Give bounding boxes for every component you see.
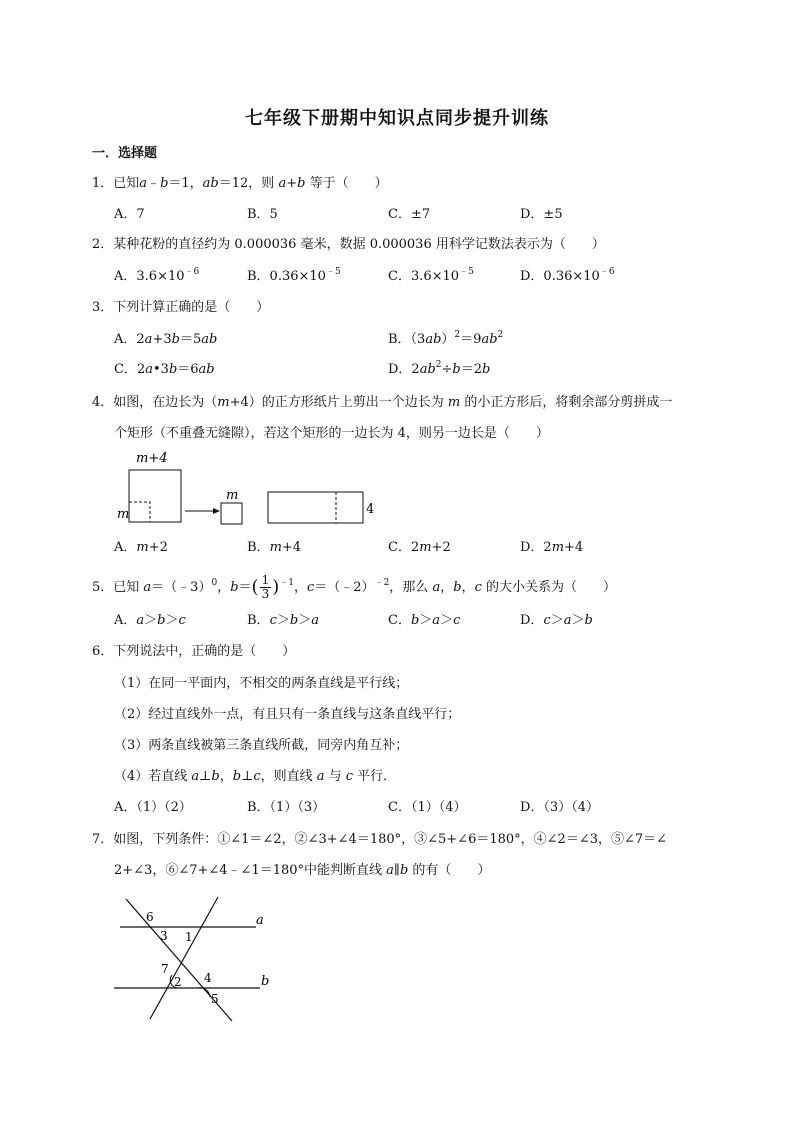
q3-option-d: D．$2ab^2\div b=2b$ xyxy=(388,360,491,377)
q7-label-2: 2 xyxy=(174,975,182,989)
q7-label-6: 6 xyxy=(146,910,154,924)
q6-statement-2: （2）经过直线外一点，有且只有一条直线与这条直线平行； xyxy=(114,707,461,722)
q4-cut-lines xyxy=(129,502,150,522)
q7-stem-line1: 7．如图，下列条件：①∠1＝∠2，②∠3+∠4＝180°，③∠5+∠6＝180°，④∠2＝∠3，⑤∠7＝∠ xyxy=(92,832,668,847)
q5-option-b: B．c＞b＞a xyxy=(247,613,319,628)
q2-option-d: D．$0.36\times 10^{﹣6}$ xyxy=(520,267,615,284)
q6-stem: 6．下列说法中，正确的是（ ） xyxy=(92,644,296,659)
q6-option-c: C．（1）（4） xyxy=(388,800,467,815)
q7-label-a: a xyxy=(256,913,264,928)
q5-stem: 5．已知 a＝（﹣3）$^0$，b＝( $\frac{1}{3}$ )$^{﹣1}$，c＝（﹣2）$^{﹣2}$，那么 a，b，c 的大小关系为（ ） xyxy=(92,573,616,601)
q2-stem: 2．某种花粉的直径约为 0.000036 毫米，数据 0.000036 用科学记数法表示为（ ） xyxy=(92,237,605,252)
q1-stem: 1．已知a﹣b＝1，ab＝12，则 a+b 等于（ ） xyxy=(92,176,388,191)
q2-option-c: C．$3.6\times 10^{﹣5}$ xyxy=(388,267,474,284)
q7-stem-line2: 2+∠3，⑥∠7+∠4﹣∠1＝180°中能判断直线 a∥b 的有（ ） xyxy=(114,863,491,878)
q4-label-top: m+4 xyxy=(136,451,168,466)
q3-option-b: B．$(3ab)^2=9ab^2$ xyxy=(388,330,504,347)
q6-option-a: A．（1）（2） xyxy=(114,800,192,815)
q4-big-square xyxy=(129,470,181,522)
q1-option-a: A．7 xyxy=(114,207,145,222)
q4-stem-line2: 个矩形（不重叠无缝隙），若这个矩形的一边长为 4，则另一边长是（ ） xyxy=(114,426,549,441)
q4-stem-line1: 4．如图，在边长为（m+4）的正方形纸片上剪出一个边长为 m 的小正方形后，将剩余部分剪拼成一 xyxy=(92,395,673,410)
q4-small-square xyxy=(221,503,242,524)
q5-option-d: D．c＞a＞b xyxy=(520,613,593,628)
q4-option-d: D．2m+4 xyxy=(520,540,584,555)
q3-stem: 3．下列计算正确的是（ ） xyxy=(92,300,270,315)
q7-label-4: 4 xyxy=(204,971,212,985)
q4-label-right: 4 xyxy=(366,502,375,517)
q4-option-b: B．m+4 xyxy=(247,540,302,555)
q7-label-b: b xyxy=(261,974,270,989)
q6-option-b: B．（1）（3） xyxy=(247,800,326,815)
q4-rectangle xyxy=(268,492,363,523)
q1-option-d: D．±5 xyxy=(520,207,563,222)
q3-option-a: A．2a+3b＝5ab xyxy=(114,332,218,347)
q5-option-c: C．b＞a＞c xyxy=(388,613,461,628)
q2-option-b: B．$0.36\times 10^{﹣5}$ xyxy=(247,267,341,284)
page-title: 七年级下册期中知识点同步提升训练 xyxy=(245,108,549,129)
q6-statement-3: （3）两条直线被第三条直线所截，同旁内角互补； xyxy=(114,738,409,753)
q5-option-a: A．a＞b＞c xyxy=(114,613,186,628)
q7-label-7: 7 xyxy=(161,962,169,976)
q7-label-1: 1 xyxy=(185,930,193,944)
q7-label-3: 3 xyxy=(160,929,168,943)
q1-option-c: C．±7 xyxy=(388,207,431,222)
q7-label-5: 5 xyxy=(211,992,219,1006)
q2-option-a: A．$3.6\times 10^{﹣6}$ xyxy=(114,267,200,284)
q7-figure xyxy=(108,893,278,1025)
q1-option-b: B．5 xyxy=(247,207,278,222)
q6-statement-1: （1）在同一平面内，不相交的两条直线是平行线； xyxy=(114,676,409,691)
q4-option-a: A．m+2 xyxy=(114,540,168,555)
section-heading: 一．选择题 xyxy=(92,146,158,161)
q4-label-small: m xyxy=(226,488,239,503)
q4-option-c: C．2m+2 xyxy=(388,540,451,555)
q7-transversal-2 xyxy=(150,897,218,1019)
q3-option-c: C．2a•3b＝6ab xyxy=(114,362,215,377)
q4-figure xyxy=(110,448,390,530)
q6-statement-4: （4）若直线 a⊥b，b⊥c，则直线 a 与 c 平行． xyxy=(114,769,397,784)
q4-arrow-head xyxy=(213,508,220,514)
q4-label-left: m xyxy=(117,507,130,522)
q6-option-d: D．（3）（4） xyxy=(520,800,599,815)
